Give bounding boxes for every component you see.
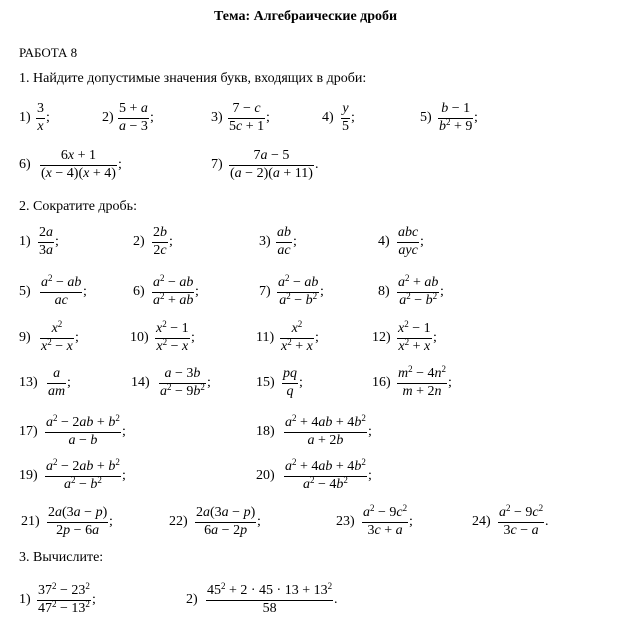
item-punctuation: ; bbox=[315, 330, 319, 345]
denominator: $a^2 - b^2$ bbox=[63, 474, 102, 492]
fraction bbox=[40, 319, 74, 354]
item-punctuation: ; bbox=[46, 110, 50, 125]
numerator: 6x + 1 bbox=[60, 148, 97, 163]
item-label: 1) bbox=[19, 592, 31, 607]
item-punctuation: ; bbox=[92, 592, 96, 607]
fraction bbox=[38, 226, 54, 258]
denominator: $a^2$ + ab bbox=[153, 290, 194, 308]
denominator: (x − 4)(x + 4) bbox=[41, 165, 116, 181]
denominator: $a^2 - 9b^2$ bbox=[160, 381, 205, 399]
numerator: $a^2 - 9c^2$ bbox=[363, 503, 408, 520]
section-1-heading: 1. Найдите допустимые значения букв, входящих в дроби: bbox=[19, 71, 367, 86]
item-punctuation: . bbox=[315, 157, 319, 172]
denominator: a + 2b bbox=[307, 432, 344, 448]
fraction bbox=[195, 506, 256, 538]
denominator: $b^2 + 9$ bbox=[439, 116, 473, 134]
denominator: am bbox=[48, 383, 66, 399]
numerator: b − 1 bbox=[441, 101, 471, 116]
item-punctuation: ; bbox=[368, 468, 372, 483]
item-label: 8) bbox=[378, 284, 390, 299]
fraction bbox=[40, 273, 82, 308]
item-label: 19) bbox=[19, 468, 38, 483]
item-label: 6) bbox=[133, 284, 145, 299]
item-punctuation: ; bbox=[433, 330, 437, 345]
item-label: 13) bbox=[19, 375, 38, 390]
item-label: 6) bbox=[19, 157, 31, 172]
fraction bbox=[280, 319, 314, 354]
numerator: 2a(3a − p) bbox=[48, 505, 108, 520]
denominator: ac bbox=[277, 242, 291, 258]
fraction bbox=[206, 581, 333, 616]
item-label: 7) bbox=[211, 157, 223, 172]
numerator: $x^2$ bbox=[291, 319, 303, 336]
fraction bbox=[152, 226, 168, 258]
denominator: 6a − 2p bbox=[204, 522, 248, 538]
item-label: 17) bbox=[19, 424, 38, 439]
fraction bbox=[397, 226, 419, 258]
item-punctuation: ; bbox=[293, 234, 297, 249]
fraction bbox=[228, 102, 265, 134]
fraction bbox=[341, 102, 350, 134]
denominator: $47^2 - 13^2$ bbox=[38, 598, 90, 616]
numerator: y bbox=[342, 101, 349, 116]
numerator: 7 − c bbox=[232, 101, 261, 116]
fraction bbox=[37, 581, 91, 616]
item-punctuation: ; bbox=[122, 424, 126, 439]
fraction bbox=[438, 102, 473, 134]
item-punctuation: ; bbox=[409, 514, 413, 529]
numerator: $a^2 - 2ab + b^2$ bbox=[46, 413, 120, 430]
item-label: 10) bbox=[130, 330, 149, 345]
denominator: (a − 2)(a + 11) bbox=[230, 165, 313, 181]
numerator: 7a − 5 bbox=[253, 148, 290, 163]
denominator: 5 bbox=[342, 118, 349, 134]
denominator: ayc bbox=[398, 242, 418, 258]
denominator: q bbox=[286, 383, 294, 399]
numerator: 5 + a bbox=[119, 101, 148, 116]
denominator: 58 bbox=[262, 600, 277, 616]
denominator: $a^2 - b^2$ bbox=[399, 290, 438, 308]
numerator: 2b bbox=[153, 225, 167, 240]
item-label: 24) bbox=[472, 514, 491, 529]
numerator: $m^2 - 4n^2$ bbox=[398, 364, 447, 381]
item-punctuation: ; bbox=[474, 110, 478, 125]
numerator: $45^2 + 2 \cdot 45 \cdot 13 + 13^2$ bbox=[207, 581, 333, 598]
denominator: $x^2 - x$ bbox=[156, 336, 189, 354]
fraction bbox=[45, 413, 121, 448]
numerator: $a^2$ − ab bbox=[278, 273, 319, 290]
item-punctuation: ; bbox=[195, 284, 199, 299]
fraction bbox=[282, 367, 298, 399]
numerator: $37^2 - 23^2$ bbox=[38, 581, 90, 598]
item-punctuation: ; bbox=[75, 330, 79, 345]
item-punctuation: ; bbox=[299, 375, 303, 390]
fraction bbox=[397, 273, 439, 308]
item-punctuation: ; bbox=[420, 234, 424, 249]
denominator: a − b bbox=[68, 432, 98, 448]
numerator: pq bbox=[283, 366, 297, 381]
denominator: a − 3 bbox=[119, 118, 148, 134]
fraction bbox=[159, 367, 206, 399]
item-punctuation: ; bbox=[55, 234, 59, 249]
numerator: 3 bbox=[37, 101, 44, 116]
denominator: m + 2n bbox=[402, 383, 442, 399]
item-punctuation: ; bbox=[83, 284, 87, 299]
item-label: 3) bbox=[259, 234, 271, 249]
fraction bbox=[155, 319, 190, 354]
fraction bbox=[45, 457, 121, 492]
numerator: $x^2 - 1$ bbox=[156, 319, 189, 336]
item-punctuation: ; bbox=[122, 468, 126, 483]
item-label: 21) bbox=[21, 514, 40, 529]
fraction bbox=[284, 413, 367, 448]
denominator: 2p − 6a bbox=[56, 522, 100, 538]
fraction bbox=[152, 273, 194, 308]
item-label: 22) bbox=[169, 514, 188, 529]
section-3-heading: 3. Вычислите: bbox=[19, 550, 104, 565]
item-label: 7) bbox=[259, 284, 271, 299]
item-label: 23) bbox=[336, 514, 355, 529]
numerator: $a^2$ + ab bbox=[398, 273, 439, 290]
fraction bbox=[277, 273, 319, 308]
item-label: 1) bbox=[19, 234, 31, 249]
numerator: $x^2$ bbox=[51, 319, 63, 336]
fraction bbox=[36, 102, 45, 134]
item-punctuation: ; bbox=[440, 284, 444, 299]
page-title: Тема: Алгебраические дроби bbox=[214, 9, 398, 24]
numerator: $a^2 + 4ab + 4b^2$ bbox=[285, 457, 366, 474]
item-punctuation: ; bbox=[191, 330, 195, 345]
item-label: 2) bbox=[102, 110, 114, 125]
item-punctuation: ; bbox=[109, 514, 113, 529]
item-punctuation: ; bbox=[257, 514, 261, 529]
numerator: $a^2$ − ab bbox=[41, 273, 82, 290]
numerator: $a^2 + 4ab + 4b^2$ bbox=[285, 413, 366, 430]
numerator: $x^2 - 1$ bbox=[398, 319, 431, 336]
numerator: abc bbox=[398, 225, 419, 240]
item-punctuation: ; bbox=[207, 375, 211, 390]
item-punctuation: ; bbox=[448, 375, 452, 390]
item-punctuation: . bbox=[334, 592, 338, 607]
item-label: 9) bbox=[19, 330, 31, 345]
item-label: 12) bbox=[372, 330, 391, 345]
fraction bbox=[498, 503, 544, 538]
item-punctuation: ; bbox=[368, 424, 372, 439]
numerator: $a^2 - 9c^2$ bbox=[499, 503, 544, 520]
denominator: 3c − a bbox=[503, 522, 539, 538]
item-punctuation: ; bbox=[169, 234, 173, 249]
numerator: ab bbox=[277, 225, 291, 240]
item-label: 2) bbox=[186, 592, 198, 607]
denominator: 3c + a bbox=[367, 522, 403, 538]
item-punctuation: ; bbox=[118, 157, 122, 172]
work-label: РАБОТА 8 bbox=[19, 45, 78, 60]
denominator: x bbox=[37, 118, 44, 134]
item-punctuation: ; bbox=[266, 110, 270, 125]
item-label: 4) bbox=[378, 234, 390, 249]
numerator: $a^2 - 2ab + b^2$ bbox=[46, 457, 120, 474]
section-2-heading: 2. Сократите дробь: bbox=[19, 199, 137, 214]
denominator: 3a bbox=[39, 242, 53, 258]
item-label: 3) bbox=[211, 110, 223, 125]
item-label: 14) bbox=[131, 375, 150, 390]
item-label: 5) bbox=[19, 284, 31, 299]
numerator: a − 3b bbox=[164, 366, 201, 381]
denominator: 2c bbox=[153, 242, 167, 258]
item-label: 1) bbox=[19, 110, 31, 125]
fraction bbox=[397, 364, 447, 399]
fraction bbox=[40, 149, 117, 181]
fraction bbox=[118, 102, 149, 134]
item-label: 18) bbox=[256, 424, 275, 439]
item-punctuation: . bbox=[545, 514, 549, 529]
denominator: ac bbox=[54, 292, 68, 308]
numerator: a bbox=[53, 366, 61, 381]
item-label: 16) bbox=[372, 375, 391, 390]
fraction bbox=[47, 367, 66, 399]
fraction bbox=[229, 149, 314, 181]
item-label: 2) bbox=[133, 234, 145, 249]
item-label: 11) bbox=[256, 330, 275, 345]
denominator: $x^2 + x$ bbox=[398, 336, 431, 354]
numerator: 2a bbox=[39, 225, 53, 240]
denominator: $a^2 - 4b^2$ bbox=[302, 474, 348, 492]
item-punctuation: ; bbox=[150, 110, 154, 125]
item-label: 15) bbox=[256, 375, 275, 390]
item-label: 20) bbox=[256, 468, 275, 483]
denominator: $a^2 - b^2$ bbox=[279, 290, 318, 308]
fraction bbox=[276, 226, 292, 258]
item-label: 4) bbox=[322, 110, 334, 125]
denominator: $x^2 + x$ bbox=[281, 336, 313, 354]
fraction bbox=[47, 506, 108, 538]
item-punctuation: ; bbox=[67, 375, 71, 390]
denominator: $x^2 - x$ bbox=[41, 336, 73, 354]
item-label: 5) bbox=[420, 110, 432, 125]
numerator: 2a(3a − p) bbox=[196, 505, 256, 520]
fraction bbox=[284, 457, 367, 492]
denominator: 5c + 1 bbox=[229, 118, 265, 134]
fraction bbox=[362, 503, 408, 538]
numerator: $a^2$ − ab bbox=[153, 273, 194, 290]
item-punctuation: ; bbox=[320, 284, 324, 299]
fraction bbox=[397, 319, 432, 354]
item-punctuation: ; bbox=[351, 110, 355, 125]
